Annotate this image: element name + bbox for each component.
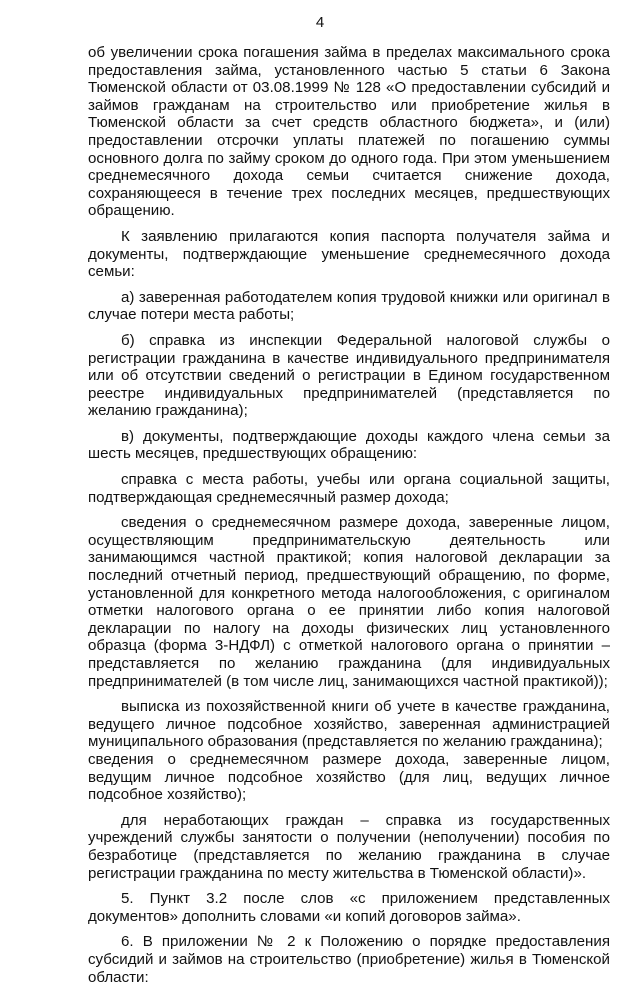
sub-item-unemployed: для неработающих граждан – справка из государственных учреждений службы занятости о получении (неполучении) пособия по безработице (представляется по желанию гражданина в случае регистрации гражданина по месту жительства в Тюменской области)». xyxy=(88,811,610,882)
paragraph-point-6: 6. В приложении № 2 к Положению о порядке предоставления субсидий и займов на строительство (приобретение) жилья в Тюменской области: xyxy=(88,933,610,986)
paragraph-continuation: об увеличении срока погашения займа в пределах максимального срока предоставления займа, установленного частью 5 статьи 6 Закона Тюменской области от 03.08.1999 № 128 «О предоставлении субсидий и займов гражданам на строительство или приобретение жилья в Тюменской области за счет средств областного бюджета», и (или) предоставлении отсрочки уплаты платежей по погашению суммы основного долга по займу сроком до одного года. При этом уменьшением среднемесячного дохода семьи считается снижение дохода, сохраняющееся в течение трех последних месяцев, предшествующих обращению. xyxy=(88,44,610,220)
sub-item-entrepreneur-income: сведения о среднемесячном размере дохода, заверенные лицом, осуществляющим предпринимательскую деятельность или занимающимся частной практикой; копия налоговой декларации за последний отчетный период, предшествующий обращению, по форме, установленной для конкретного метода налогообложения, с оригиналом отметки налогового органа о ее принятии либо копия налоговой декларации по налогу на доходы физических лиц установленного образца (форма 3-НДФЛ) с отметкой налогового органа о принятии – представляется по желанию гражданина (для индивидуальных предпринимателей (в том числе лиц, занимающихся частной практикой)); xyxy=(88,514,610,690)
sub-item-household-book: выписка из похозяйственной книги об учете в качестве гражданина, ведущего личное подсобное хозяйство, заверенная администрацией муниципального образования (представляется по желанию гражданина); xyxy=(88,698,610,751)
paragraph-point-5: 5. Пункт 3.2 после слов «с приложением представленных документов» дополнить словами «и копий договоров займа». xyxy=(88,890,610,925)
paragraph-attachments-intro: К заявлению прилагаются копия паспорта получателя займа и документы, подтверждающие уменьшение среднемесячного дохода семьи: xyxy=(88,227,610,281)
sub-item-work-certificate: справка с места работы, учебы или органа социальной защиты, подтверждающая среднемесячный размер дохода; xyxy=(88,471,610,506)
page-number: 4 xyxy=(315,14,325,31)
document-body xyxy=(88,44,610,994)
list-item-b: б) справка из инспекции Федеральной налоговой службы о регистрации гражданина в качестве индивидуального предпринимателя или об отсутствии сведений о регистрации в Едином государственном реестре индивидуальных предпринимателей (представляется по желанию гражданина); xyxy=(88,331,610,420)
sub-item-household-income: сведения о среднемесячном размере дохода, заверенные лицом, ведущим личное подсобное хозяйство (для лиц, ведущих личное подсобное хозяйство); xyxy=(88,750,610,804)
list-item-a: а) заверенная работодателем копия трудовой книжки или оригинал в случае потери места работы; xyxy=(88,288,610,324)
list-item-v: в) документы, подтверждающие доходы каждого члена семьи за шесть месяцев, предшествующих обращению: xyxy=(88,427,610,463)
